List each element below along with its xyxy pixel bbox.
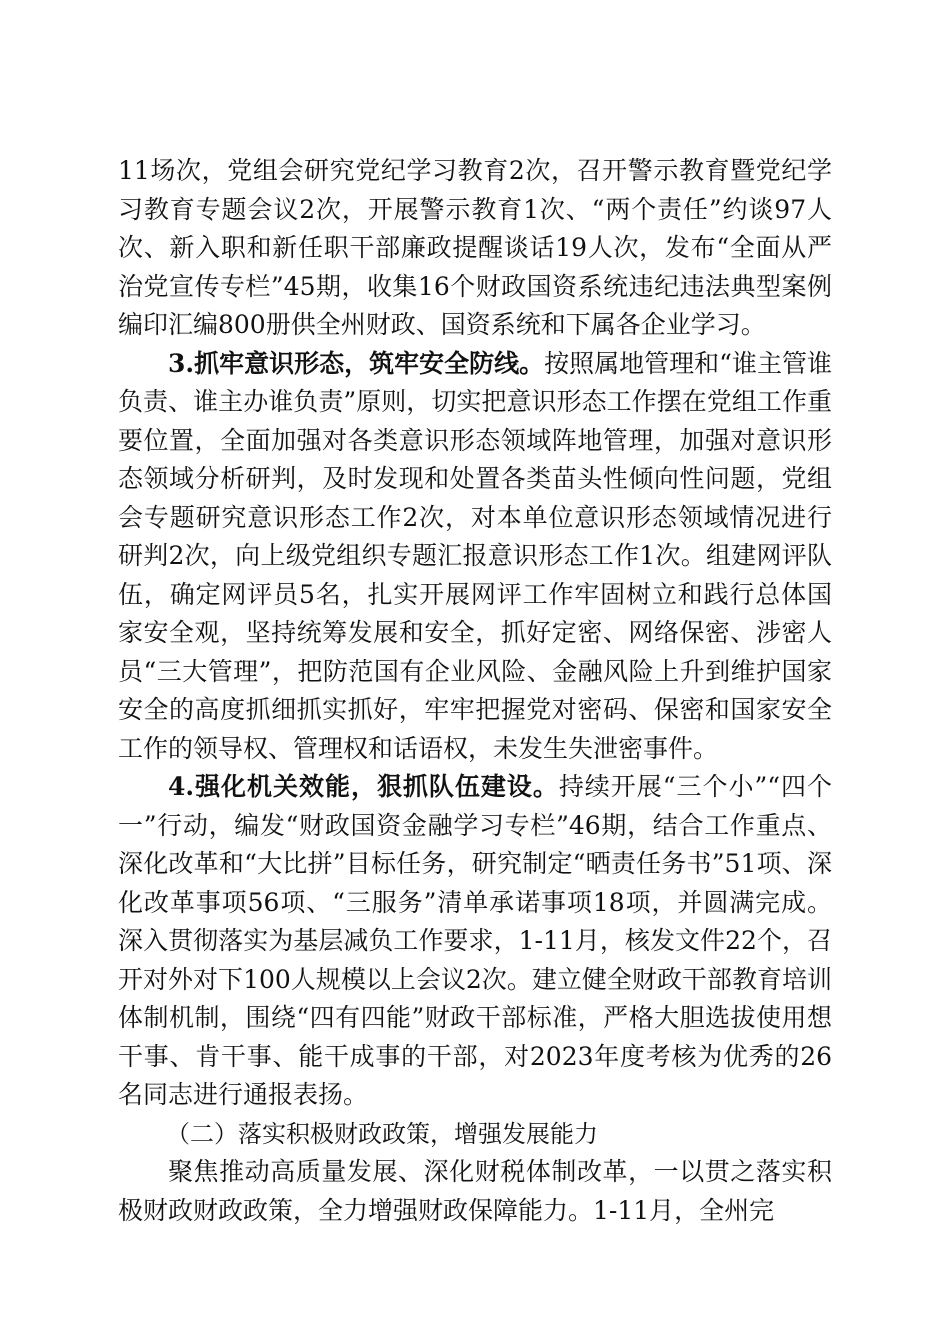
paragraph-text: 持续开展“三个小”“四个一”行动，编发“财政国资金融学习专栏”46期，结合工作重点、深化改革和“大比拼”目标任务，研究制定“晒责任务书”51项、深化改革事项56项、“三服务”清单承诺事项18项，并圆满完成。深入贯彻落实为基层减负工作要求，1-11月，核发文件22个，召开对外对下100人规模以上会议2次。建立健全财政干部教育培训体制机制，围绕“四有四能”财政干部标准，严格大胆选拔使用想干事、肯干事、能干成事的干部，对2023年度考核为优秀的26名同志进行通报表扬。 [118,772,832,1109]
paragraph-party-discipline-education [118,152,832,345]
paragraph-text: 聚焦推动高质量发展、深化财税体制改革，一以贯之落实积极财政财政政策，全力增强财政保障能力。1-11月，全州完 [118,1157,832,1225]
section-heading: （二）落实积极财政政策，增强发展能力 [166,1119,598,1148]
paragraph-text: 11场次，党组会研究党纪学习教育2次，召开警示教育暨党纪学习教育专题会议2次，开展警示教育1次、“两个责任”约谈97人次、新入职和新任职干部廉政提醒谈话19人次，发布“全面从严治党宣传专栏”45期，收集16个财政国资系统违纪违法典型案例编印汇编800册供全州财政、国资系统和下属各企业学习。 [118,156,832,339]
paragraph-fiscal-policy [118,1153,832,1230]
paragraph-text: 按照属地管理和“谁主管谁负责、谁主办谁负责”原则，切实把意识形态工作摆在党组工作重要位置，全面加强对各类意识形态领域阵地管理，加强对意识形态领域分析研判，及时发现和处置各类苗头性倾向性问题，党组会专题研究意识形态工作2次，对本单位意识形态领域情况进行研判2次，向上级党组织专题汇报意识形态工作1次。组建网评队伍，确定网评员5名，扎实开展网评工作牢固树立和践行总体国家安全观，坚持统筹发展和安全，抓好定密、网络保密、涉密人员“三大管理”，把防范国有企业风险、金融风险上升到维护国家安全的高度抓细抓实抓好，牢牢把握党对密码、保密和国家安全工作的领导权、管理权和话语权，未发生失泄密事件。 [118,348,832,763]
paragraph-team-building [118,768,832,1115]
paragraph-ideology-security [118,345,832,769]
paragraph-lead: 3.抓牢意识形态，筑牢安全防线。 [168,348,545,378]
document-body [118,152,832,1230]
paragraph-lead: 4.强化机关效能，狠抓队伍建设。 [168,772,559,801]
